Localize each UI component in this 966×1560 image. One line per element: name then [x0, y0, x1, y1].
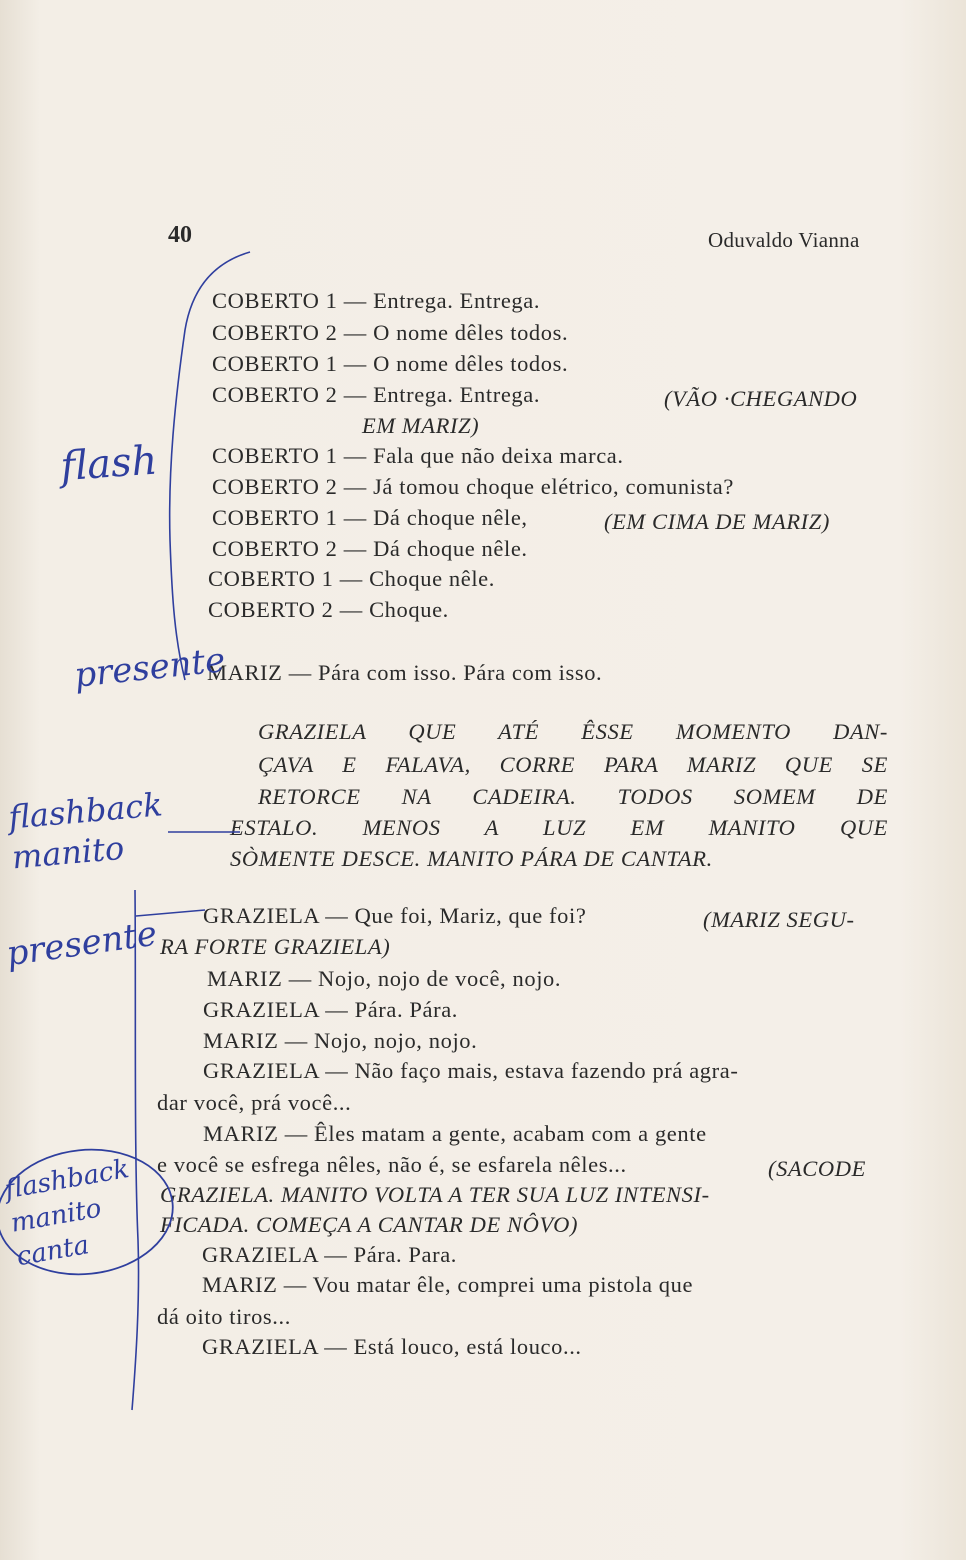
stage-direction: GRAZIELA QUE ATÉ ÊSSE MOMENTO DAN-: [258, 719, 888, 744]
annotation-flashback-manito-canta: flashback manito canta: [2, 1153, 132, 1273]
running-head: Oduvaldo Vianna: [708, 228, 860, 252]
bracket-stroke: [170, 252, 250, 680]
script-line: MARIZ — Pára com isso. Pára com isso.: [207, 660, 603, 685]
script-line: COBERTO 1 — O nome dêles todos.: [212, 351, 569, 376]
stage-direction: (SACODE: [768, 1156, 866, 1181]
script-line: MARIZ — Êles matam a gente, acabam com a gente: [203, 1121, 707, 1146]
annotation-flashback-manito: flashback manito: [6, 785, 164, 877]
script-line: COBERTO 2 — Entrega. Entrega.: [212, 382, 541, 407]
script-line: GRAZIELA — Pára. Para.: [202, 1242, 458, 1267]
stage-direction: GRAZIELA. MANITO VOLTA A TER SUA LUZ INTENSI-: [160, 1182, 710, 1207]
script-line: COBERTO 1 — Dá choque nêle,: [212, 505, 528, 530]
script-line: COBERTO 1 — Entrega. Entrega.: [212, 288, 541, 313]
annotation-flash: flash: [59, 437, 159, 491]
script-line: dar você, prá você...: [157, 1090, 352, 1115]
script-line: COBERTO 2 — Dá choque nêle.: [212, 536, 528, 561]
script-line: GRAZIELA — Pára. Pára.: [203, 997, 459, 1022]
script-line: MARIZ — Nojo, nojo, nojo.: [203, 1028, 478, 1053]
stage-direction: (EM CIMA DE MARIZ): [604, 509, 830, 534]
script-line: e você se esfrega nêles, não é, se esfarela nêles...: [157, 1152, 627, 1177]
script-line: GRAZIELA — Que foi, Mariz, que foi?: [203, 903, 587, 928]
stage-direction: ÇAVA E FALAVA, CORRE PARA MARIZ QUE SE: [258, 752, 888, 777]
annotation-presente: presente: [72, 640, 228, 696]
stage-direction: FICADA. COMEÇA A CANTAR DE NÔVO): [160, 1212, 579, 1237]
script-line: GRAZIELA — Não faço mais, estava fazendo prá agra-: [203, 1058, 739, 1083]
script-line: MARIZ — Vou matar êle, comprei uma pistola que: [202, 1272, 694, 1297]
stage-direction: (VÃO ·CHEGANDO: [664, 386, 858, 411]
stage-direction: EM MARIZ): [362, 413, 480, 438]
script-line: dá oito tiros...: [157, 1304, 291, 1329]
stage-direction: SÒMENTE DESCE. MANITO PÁRA DE CANTAR.: [230, 846, 713, 871]
stage-direction: RETORCE NA CADEIRA. TODOS SOMEM DE: [258, 784, 888, 809]
stage-direction: ESTALO. MENOS A LUZ EM MANITO QUE: [230, 815, 888, 840]
script-line: COBERTO 2 — Já tomou choque elétrico, comunista?: [212, 474, 734, 499]
script-line: GRAZIELA — Está louco, está louco...: [202, 1334, 582, 1359]
script-line: COBERTO 2 — O nome dêles todos.: [212, 320, 569, 345]
stage-direction: RA FORTE GRAZIELA): [160, 934, 391, 959]
page-number: 40: [168, 222, 192, 248]
script-line: COBERTO 1 — Choque nêle.: [208, 566, 495, 591]
stage-direction: (MARIZ SEGU-: [703, 907, 855, 932]
script-line: COBERTO 2 — Choque.: [208, 597, 449, 622]
annotation-presente: presente: [3, 913, 160, 975]
script-line: MARIZ — Nojo, nojo de você, nojo.: [207, 966, 562, 991]
script-line: COBERTO 1 — Fala que não deixa marca.: [212, 443, 624, 468]
